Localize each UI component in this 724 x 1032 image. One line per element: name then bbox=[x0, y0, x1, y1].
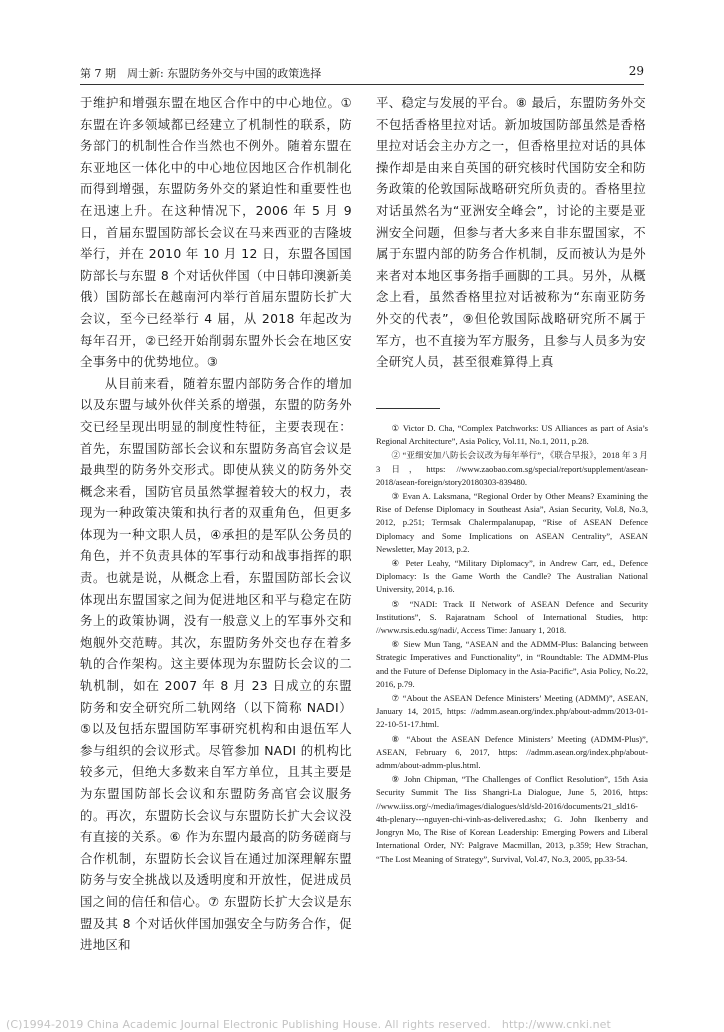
running-header bbox=[80, 64, 644, 82]
paragraph: 平、稳定与发展的平台。⑧ 最后，东盟防务外交不包括香格里拉对话。新加坡国防部虽然是香格里拉对话会主办方之一，但香格里拉对话的具体操作却是由来自英国的研究核时代国防安全和防务政策的伦敦国际战略研究所负责的。香格里拉对话虽然名为“亚洲安全峰会”，讨论的主要是亚洲安全问题，但参与者大多来自非东盟国家，不属于东盟内部的防务合作机制，反而被认为是外来者对本地区事务指手画脚的工具。另外，从概念上看，虽然香格里拉对话被称为“东南亚防务外交的代表”，⑨但伦敦国际战略研究所不属于军方，也不直接为军方服务，且参与人员多为安全研究人员，甚至很难算得上真 bbox=[376, 95, 646, 370]
footnote: ② “亚细安加八防长会议改为每年举行”，《联合早报》，2018 年 3 月 3 日，https: //www.zaobao.com.sg/special/report/supplement/asean-2018/asean-foreign/story20180303-839480. bbox=[376, 450, 648, 487]
paragraph: 于维护和增强东盟在地区合作中的中心地位。① 东盟在许多领域都已经建立了机制性的联系，防务部门的机制性合作当然也不例外。随着东盟在东亚地区一体化中的中心地位因地区合作机制化而得到增强，东盟防务外交的紧迫性和重要性也在迅速上升。在这种情况下，2006 年 5 月 9 日，首届东盟国防部长会议在马来西亚的吉隆坡举行，并在 2010 年 10 月 12 日，东盟各国国防部长与东盟 8 个对话伙伴国（中日韩印澳新美俄）国防部长在越南河内举行首届东盟防长扩大会议，至今已经举行 4 届，从 2018 年起改为每年召开，②已经开始削弱东盟外长会在地区安全事务中的优势地位。③ bbox=[80, 95, 352, 370]
footnote: ⑨ John Chipman, “The Challenges of Conflict Resolution”, 15th Asia Security Summit The Iiss Shangri-La Dialogue, June 5, 2016, https: //www.iiss.org/-/media/images/dialogues/sld/sld-2016/documents/21_sld16-4th-plenary---nguyen-chi-vinh-as-delivered.ashx; G. John Ikenberry and Jongryn Mo, The Rise of Korean Leadership: Emerging Powers and Liberal International Order, NY: Palgrave Macmillan, 2013, p.359; Hew Strachan, “The Lost Meaning of Strategy”, Survival, Vol.47, No.3, 2005, pp.33-54. bbox=[376, 774, 648, 864]
left-column bbox=[80, 92, 352, 956]
footnotes bbox=[376, 422, 648, 867]
header-rule bbox=[80, 84, 644, 85]
footnote: ④ Peter Leahy, “Military Diplomacy”, in Andrew Carr, ed., Defence Diplomacy: Is the Game Worth the Candle? The Australian National University, 2014, p.16. bbox=[376, 558, 648, 595]
footnote: ⑦ “About the ASEAN Defence Ministers’ Meeting (ADMM)”, ASEAN, January 14, 2015, https: //admm.asean.org/index.php/about-admm/2013-01-22-10-51-17.html. bbox=[376, 693, 648, 730]
paragraph: 从目前来看，随着东盟内部防务合作的增加以及东盟与域外伙伴关系的增强，东盟的防务外交已经呈现出明显的制度性特征，主要表现在：首先，东盟国防部长会议和东盟防务高官会议是最典型的防务外交形式。即使从狭义的防务外交概念来看，国防官员虽然掌握着较大的权力，表现为一种政策决策和执行者的双重角色，但更多体现为一种文职人员，④承担的是军队公务员的角色，并不负责具体的军事行动和战事指挥的职责。也就是说，从概念上看，东盟国防部长会议体现出东盟国家之间为促进地区和平与稳定在防务上的政策协调，没有一般意义上的军事外交和炮舰外交范畴。其次，东盟防务外交也存在着多轨的合作架构。这主要体现为东盟防长会议的二轨机制，如在 2007 年 8 月 23 日成立的东盟防务和安全研究所二轨网络（以下简称 NADI）⑤以及包括东盟国防军事研究机构和由退伍军人参与组织的会议形式。尽管参加 NADI 的机构比较多元，但绝大多数来自军方单位，且其主要是为东盟国防部长会议和东盟防务高官会议服务的。再次，东盟防长会议与东盟防长扩大会议没有直接的关系。⑥ 作为东盟内最高的防务磋商与合作机制，东盟防长会议旨在通过加深理解东盟防务与安全挑战以及透明度和开放性，促进成员国之间的信任和信心。⑦ 东盟防长扩大会议是东盟及其 8 个对话伙伴国加强安全与防务合作，促进地区和 bbox=[80, 375, 352, 953]
page-number: 29 bbox=[628, 64, 644, 78]
footnote: ⑥ Siew Mun Tang, “ASEAN and the ADMM-Plus: Balancing between Strategic Imperatives and Functionality”, in “Roundtable: The ADMM-Plus and the Future of Defense Diplomacy in the Asia-Pacific”, Asia Policy, No.22, 2016, p.79. bbox=[376, 639, 648, 689]
footnote-rule bbox=[376, 408, 440, 409]
footnote: ③ Evan A. Laksmana, “Regional Order by Other Means? Examining the Rise of Defense Diplomacy in Southeast Asia”, Asian Security, Vol.8, No.3, 2012, p.251; Termsak Chalermpalanupap, “Rise of ASEAN Defence Diplomacy and Some Implications on ASEAN Centrality”, ASEAN Newsletter, May 2013, p.2. bbox=[376, 491, 648, 554]
footnote: ⑧ “About the ASEAN Defence Ministers’ Meeting (ADMM-Plus)”, ASEAN, February 6, 2017, https: //admm.asean.org/index.php/about-admm/about-admm-plus.html. bbox=[376, 733, 648, 771]
right-column bbox=[376, 92, 646, 373]
footnote: ⑤ “NADI: Track II Network of ASEAN Defence and Security Institutions”, S. Rajaratnam School of International Studies, http: //www.rsis.edu.sg/nadi/, Access Time: January 1, 2018. bbox=[376, 598, 648, 636]
footnote: ① Victor D. Cha, “Complex Patchworks: US Alliances as part of Asia’s Regional Architecture”, Asia Policy, Vol.11, No.1, 2011, p.28. bbox=[376, 423, 648, 447]
copyright-watermark: (C)1994-2019 China Academic Journal Electronic Publishing House. All rights reserved. http://www.cnki.net bbox=[6, 1018, 611, 1031]
running-title: 第 7 期 周士新: 东盟防务外交与中国的政策选择 bbox=[80, 67, 322, 80]
